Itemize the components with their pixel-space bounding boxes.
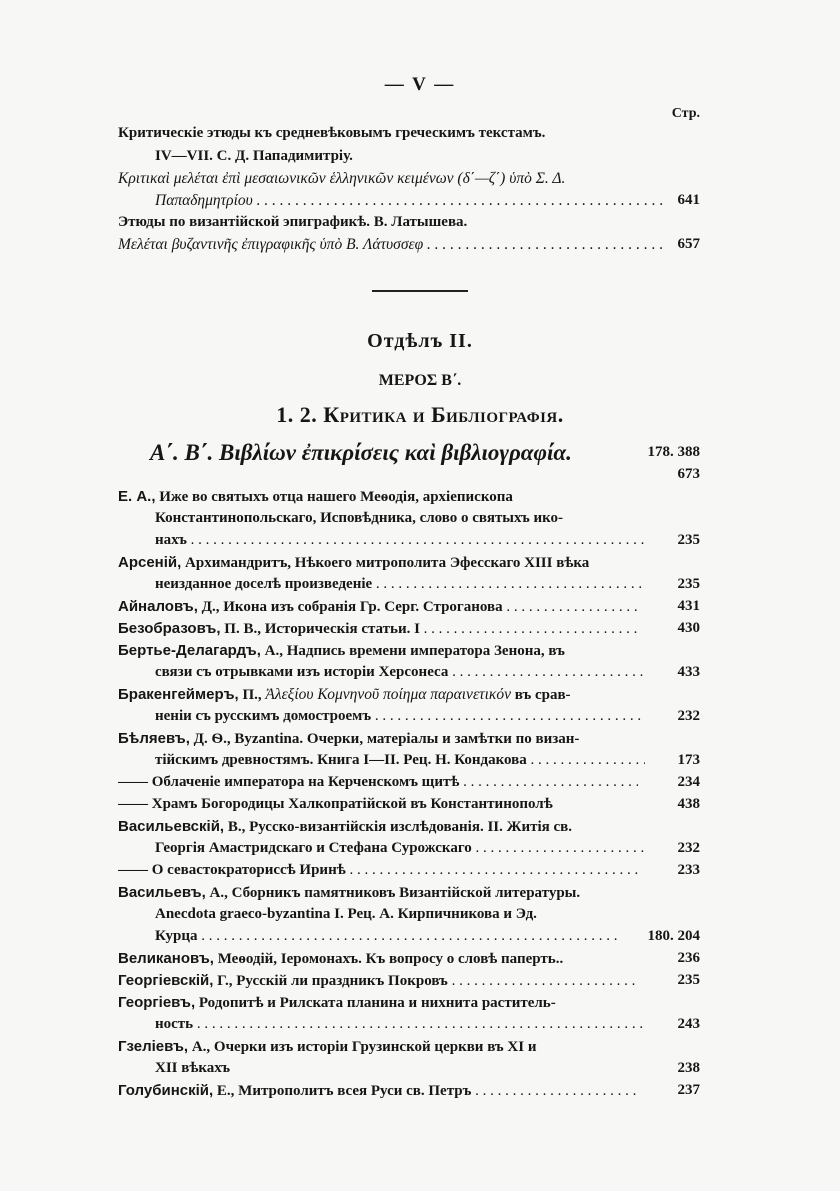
section-meros: ΜΕΡΟΣ Β΄. xyxy=(378,372,462,389)
entry-line: Арсенiй, Архимандритъ, Нѣкоего митрополита Эфесскаго XIII вѣка xyxy=(118,554,590,571)
entry-page-number: 238 xyxy=(677,1060,700,1076)
entry-page-number: 235 xyxy=(677,532,700,548)
toc-line: Μελέται βυζαντινῆς ἐπιγραφικῆς ὑπὸ Β. Λάτυσσεφ . . . xyxy=(118,236,663,254)
entry-author: Е. А., xyxy=(118,488,156,505)
entry-line: Айналовъ, Д., Икона изъ собранiя Гр. Серг. Строганова . . . xyxy=(118,598,638,616)
section-pages: 178. 388 xyxy=(647,444,700,460)
entry-line: —— О севастократориссѣ Иринѣ . . . xyxy=(118,862,638,879)
entry-author: Васильевскiй, xyxy=(118,818,225,835)
entry-line: Георгiевъ, Родопитѣ и Рилската планина и нихнита раститель- xyxy=(118,994,556,1011)
toc-line: IV—VII. С. Д. Пападимитрiу. xyxy=(155,148,353,164)
entry-line: нахъ . . . xyxy=(155,532,645,549)
entry-page-number: 235 xyxy=(677,576,700,592)
entry-line: —— Храмъ Богородицы Халкопратiйской въ Константинополѣ xyxy=(118,796,553,812)
entry-page-number: 433 xyxy=(677,664,700,680)
greek-subtitle: Α΄. Β΄. Βιβλίων ἐπικρίσεις καὶ βιβλιογραφία. xyxy=(150,440,572,465)
entry-page-number: 235 xyxy=(677,972,700,988)
toc-line: Этюды по византiйской эпиграфикѣ. В. Латышева. xyxy=(118,214,468,230)
entry-page-number: 232 xyxy=(677,840,700,856)
entry-line: неизданное доселѣ произведенiе . . . xyxy=(155,576,645,593)
entry-page-number: 237 xyxy=(677,1082,700,1098)
entry-page-number: 236 xyxy=(677,950,700,966)
entry-page-number: 232 xyxy=(677,708,700,724)
page-folio: — V — xyxy=(384,74,456,95)
entry-author: Бракенгеймеръ, xyxy=(118,686,239,703)
repeat-dash: —— xyxy=(118,774,148,790)
toc-line: Критическiе этюды къ средневѣковымъ греческимъ текстамъ. xyxy=(118,125,546,141)
entry-line: —— Облаченiе императора на Керченскомъ щитѣ . . . xyxy=(118,774,638,791)
section-title: Отдѣлъ II. xyxy=(367,330,473,352)
entry-author: Арсенiй, xyxy=(118,554,182,571)
entry-page-number: 431 xyxy=(677,598,700,614)
entry-line: тiйскимъ древностямъ. Книга I—II. Рец. Н. Кондакова . . . xyxy=(155,752,645,769)
repeat-dash: —— xyxy=(118,862,148,878)
entry-line: Васильевскiй, В., Русско-византiйскiя изслѣдованiя. II. Житiя св. xyxy=(118,818,573,835)
entry-line: Голубинскiй, Е., Митрополитъ всея Руси св. Петръ . . . xyxy=(118,1082,638,1100)
section-subtitle: 1. 2. Критика и Библiографiя. xyxy=(276,402,564,427)
entry-author: Васильевъ, xyxy=(118,884,206,901)
toc-line: Κριτικαὶ μελέται ἐπὶ μεσαιωνικῶν ἑλληνικῶν κειμένων (δ΄—ζ΄) ὑπὸ Σ. Δ. xyxy=(118,170,566,187)
entry-line: Бертье-Делагардъ, А., Надпись времени императора Зенона, въ xyxy=(118,642,565,659)
entry-author: Безобразовъ, xyxy=(118,620,221,637)
toc-page-number: 641 xyxy=(677,192,700,208)
entry-line: Безобразовъ, П. В., Историческiя статьи. I . . . xyxy=(118,620,638,638)
entry-line: Георгiя Амастридскаго и Стефана Сурожскаго . . . xyxy=(155,840,645,857)
repeat-dash: —— xyxy=(118,796,148,812)
divider xyxy=(372,290,468,292)
entry-line: ненiи съ русскимъ домостроемъ . . . xyxy=(155,708,645,725)
entry-page-number: 234 xyxy=(677,774,700,790)
entry-author: Бертье-Делагардъ, xyxy=(118,642,261,659)
entry-page-number: 233 xyxy=(677,862,700,878)
entry-author: Голубинскiй, xyxy=(118,1082,214,1099)
entry-page-number: 243 xyxy=(677,1016,700,1032)
section-pages: 673 xyxy=(677,466,700,482)
entry-page-number: 173 xyxy=(677,752,700,768)
entry-line: Васильевъ, А., Сборникъ памятниковъ Византiйской литературы. xyxy=(118,884,581,901)
entry-line: Великановъ, Меѳодiй, Iеромонахъ. Къ вопросу о словѣ паперть.. xyxy=(118,950,564,967)
entry-author: Великановъ, xyxy=(118,950,214,967)
entry-line: Гзелiевъ, А., Очерки изъ исторiи Грузинской церкви въ XI и xyxy=(118,1038,537,1055)
entry-line: Бракенгеймеръ, П., Ἀλεξίου Κομνηνοῦ ποίημα παραινετικόν въ срав- xyxy=(118,686,571,703)
entry-author: Гзелiевъ, xyxy=(118,1038,189,1055)
entry-line: Е. А., Иже во святыхъ отца нашего Меѳодiя, архiепископа xyxy=(118,488,513,505)
entry-page-number: 180. 204 xyxy=(647,928,700,944)
entry-line: Anecdota graeco-byzantina I. Рец. А. Кирпичникова и Эд. xyxy=(155,906,537,922)
entry-page-number: 430 xyxy=(677,620,700,636)
entry-author: Айналовъ, xyxy=(118,598,198,615)
entry-author: Георгiевскiй, xyxy=(118,972,214,989)
toc-line: Παπαδημητρίου . . . xyxy=(155,192,665,210)
entry-line: Георгiевскiй, Г., Русскiй ли праздникъ Покровъ . . . xyxy=(118,972,638,990)
entry-author: Бѣляевъ, xyxy=(118,730,190,747)
entry-line: Курца . . . xyxy=(155,928,620,945)
entry-line: Бѣляевъ, Д. Ѳ., Byzantina. Очерки, матерiалы и замѣтки по визан- xyxy=(118,730,580,747)
entry-line: XII вѣкахъ xyxy=(155,1060,230,1076)
entry-author: Георгiевъ, xyxy=(118,994,196,1011)
entry-page-number: 438 xyxy=(677,796,700,812)
entry-line: ность . . . xyxy=(155,1016,645,1033)
toc-page-number: 657 xyxy=(677,236,700,252)
page-column-label: Стр. xyxy=(671,106,700,121)
entry-line: Константинопольскаго, Исповѣдника, слово о святыхъ ико- xyxy=(155,510,564,526)
entry-line: связи съ отрывками изъ исторiи Херсонеса . . . xyxy=(155,664,645,681)
